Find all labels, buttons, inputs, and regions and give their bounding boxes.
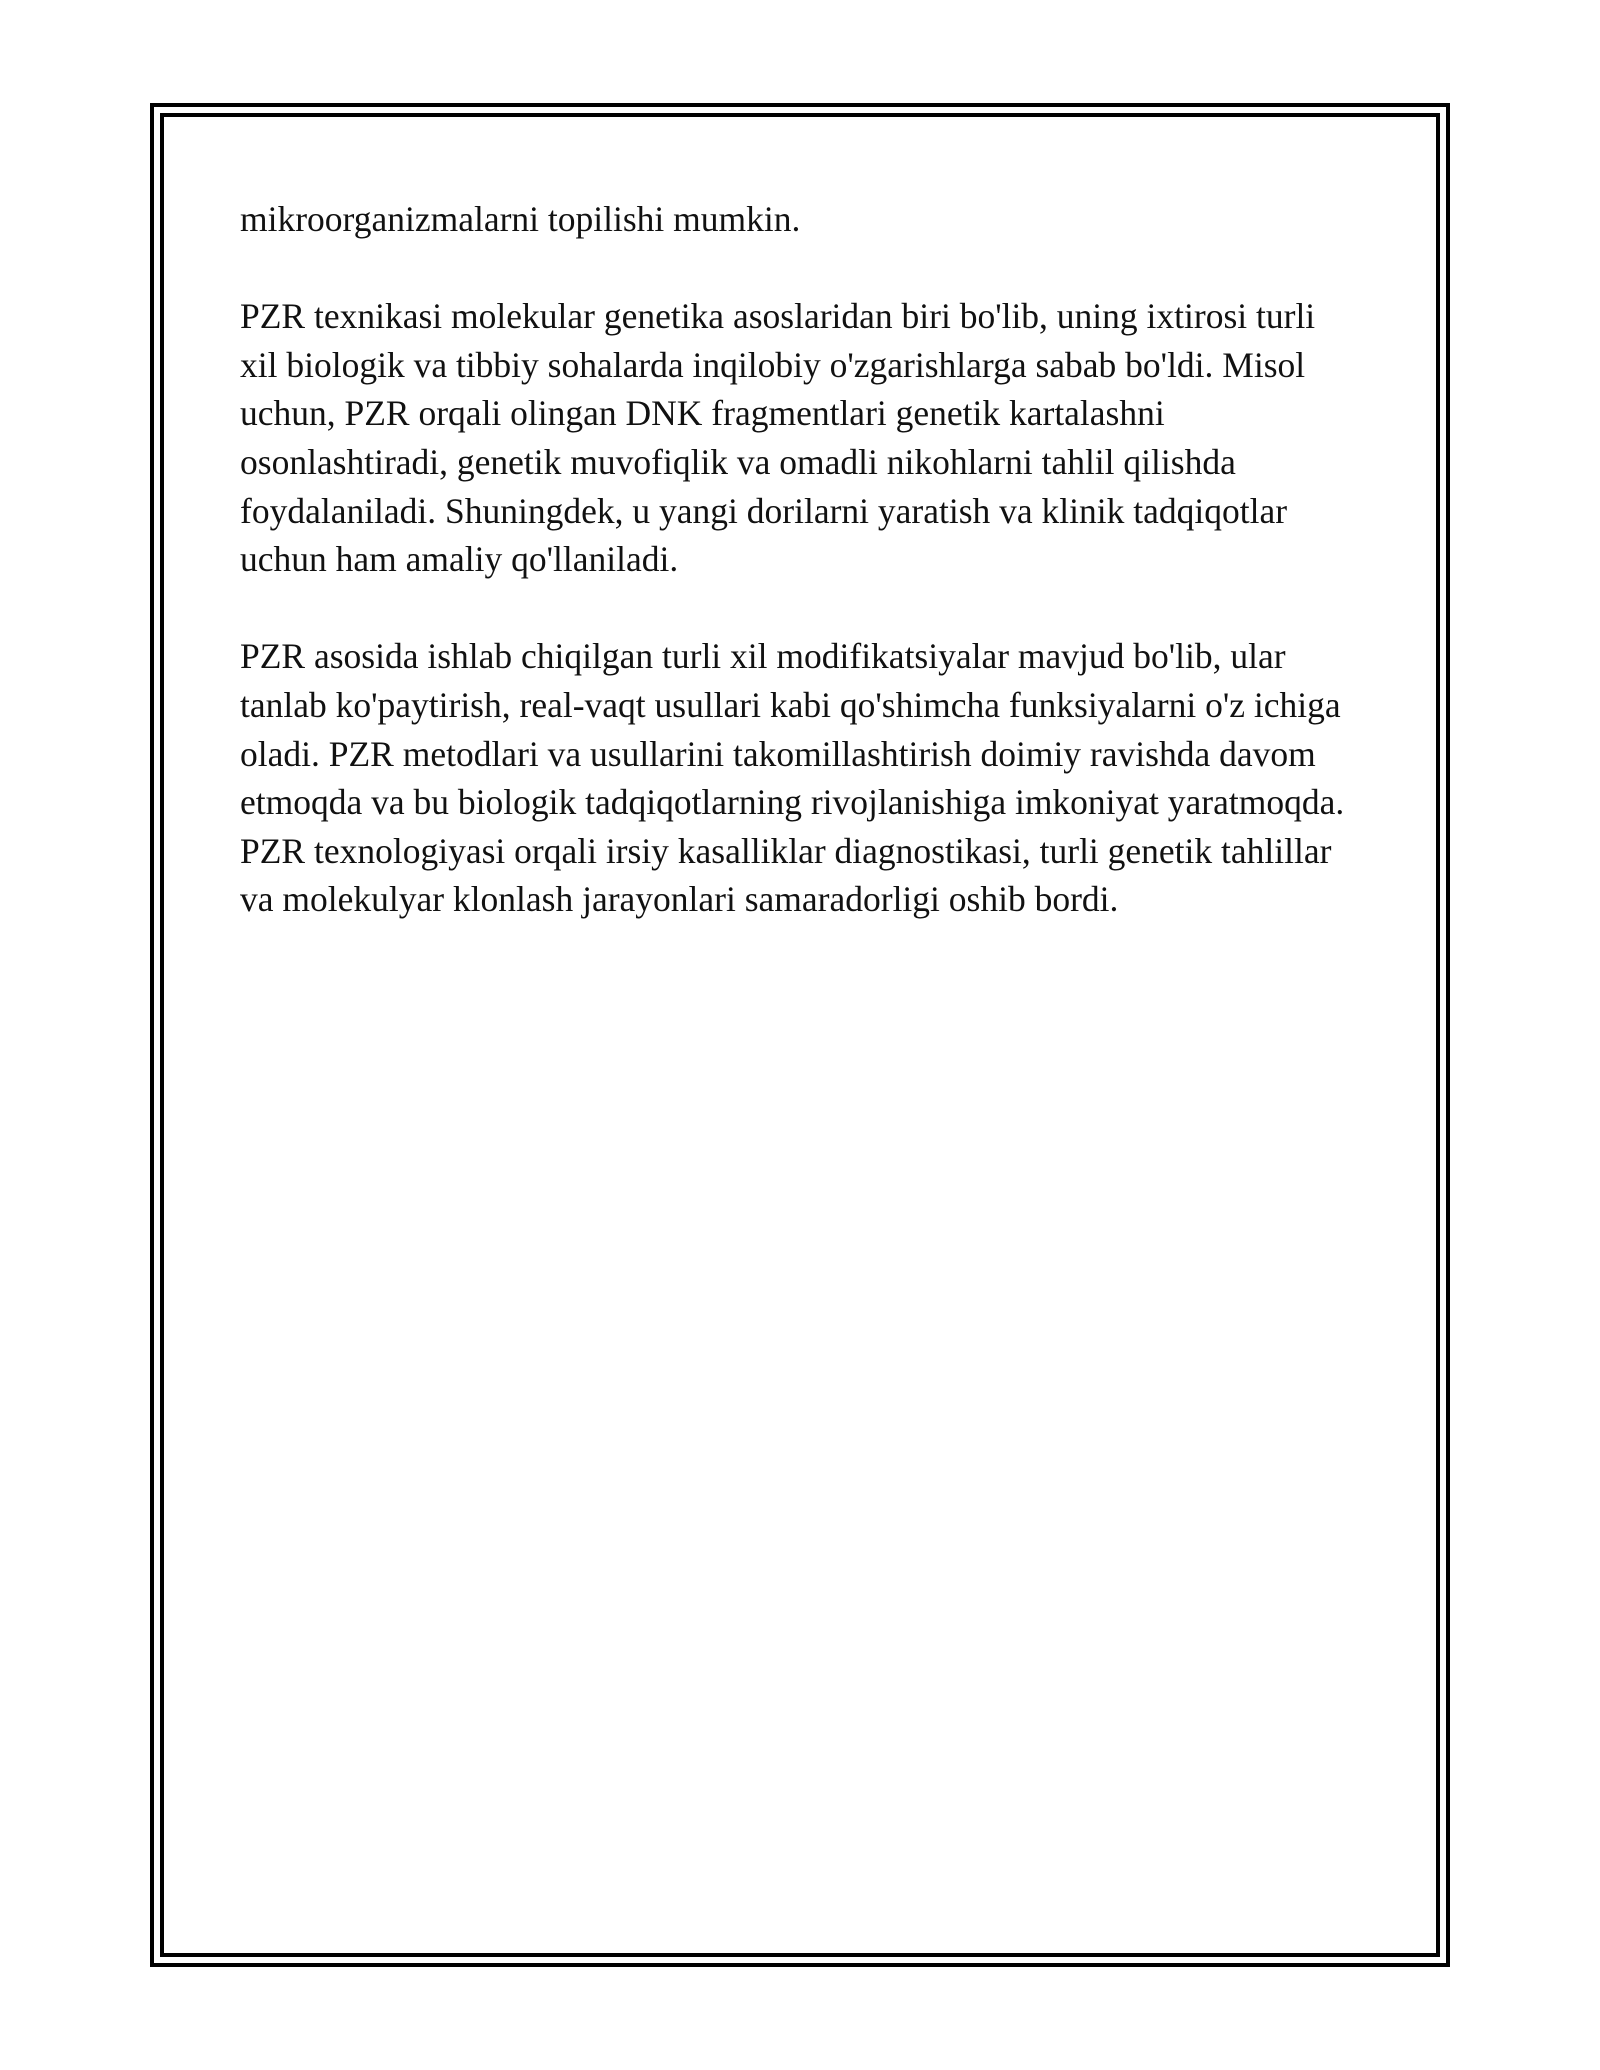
page-inner-border bbox=[160, 113, 1440, 1957]
document-body bbox=[240, 195, 1360, 973]
paragraph-1: mikroorganizmalarni topilishi mumkin. bbox=[240, 199, 801, 239]
page-outer-border bbox=[150, 103, 1450, 1967]
paragraph-3: PZR asosida ishlab chiqilgan turli xil modifikatsiyalar mavjud bo'lib, ular tanlab ko'paytirish, real-vaqt usullari kabi qo'shimcha funksiyalarni o'z ichiga oladi. PZR metodlari va usullarini takomillashtirish doimiy ravishda davom etmoqda va bu biologik tadqiqotlarning rivojlanishiga imkoniyat yaratmoqda. PZR texnologiyasi orqali irsiy kasalliklar diagnostikasi, turli genetik tahlillar va molekulyar klonlash jarayonlari samaradorligi oshib bordi. bbox=[240, 636, 1345, 920]
paragraph-2: PZR texnikasi molekular genetika asoslaridan biri bo'lib, uning ixtirosi turli xil biologik va tibbiy sohalarda inqilobiy o'zgarishlarga sabab bo'ldi. Misol uchun, PZR orqali olingan DNK fragmentlari genetik kartalashni osonlashtiradi, genetik muvofiqlik va omadli nikohlarni tahlil qilishda foydalaniladi. Shuningdek, u yangi dorilarni yaratish va klinik tadqiqotlar uchun ham amaliy qo'llaniladi. bbox=[240, 296, 1316, 580]
